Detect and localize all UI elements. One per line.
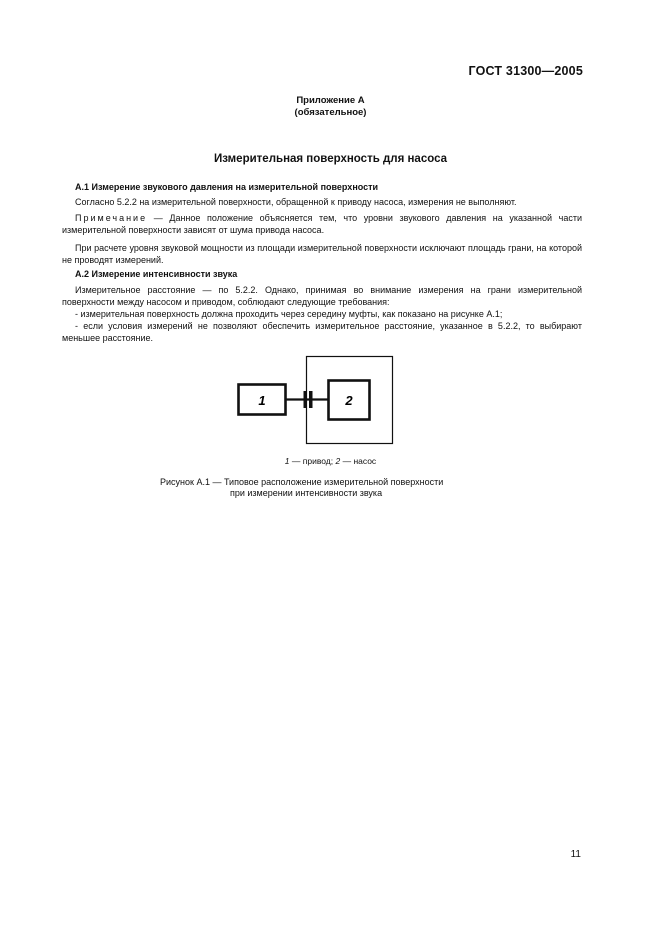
- coupling-plate-1: [304, 391, 308, 408]
- pump-label: 2: [345, 393, 353, 408]
- section-a2-paragraph-1: Измерительное расстояние — по 5.2.2. Однако, принимая во внимание измерения на грани измерительной поверхности между насосом и приводом, соблюдают следующие требования:: [62, 285, 582, 307]
- appendix-status: (обязательное): [294, 107, 367, 118]
- page-number: 11: [570, 849, 581, 860]
- legend-text-1: — привод;: [289, 456, 336, 466]
- legend-number-1: 1: [284, 456, 290, 466]
- section-a1-paragraph-1: Согласно 5.2.2 на измерительной поверхности, обращенной к приводу насоса, измерения не выполняют.: [75, 197, 517, 207]
- figure-caption-line-2: при измерении интенсивности звука: [230, 488, 383, 498]
- section-a1-paragraph-2: При расчете уровня звуковой мощности из площади измерительной поверхности исключают площадь грани, на которой не проводят измерений.: [62, 243, 582, 265]
- coupling-plate-2: [309, 391, 313, 408]
- figure-a1-diagram: [0, 0, 661, 460]
- figure-legend: [0, 456, 661, 466]
- legend-number-2: 2: [335, 456, 341, 466]
- legend-text-2: — насос: [340, 456, 377, 466]
- section-a2-heading: А.2 Измерение интенсивности звука: [75, 269, 238, 279]
- section-a2-item-2: - если условия измерений не позволяют обеспечить измерительное расстояние, указанное в 5.2.2, то выбирают меньшее расстояние.: [62, 321, 582, 343]
- page-title: Измерительная поверхность для насоса: [213, 153, 448, 165]
- drive-label: 1: [258, 393, 266, 408]
- appendix-label: Приложение А: [296, 95, 365, 106]
- figure-caption-line-1: Рисунок А.1 — Типовое расположение измерительной поверхности: [160, 477, 444, 487]
- section-a1-heading: А.1 Измерение звукового давления на измерительной поверхности: [75, 182, 379, 192]
- note-label: Примечание: [75, 213, 148, 223]
- standard-number: ГОСТ 31300—2005: [468, 64, 583, 78]
- note-text: — Данное положение объясняется тем, что уровни звукового давления на указанной части измерительной поверхности зависят от шума привода насоса.: [62, 213, 582, 235]
- section-a2-item-1: - измерительная поверхность должна проходить через середину муфты, как показано на рисунке А.1;: [75, 309, 503, 319]
